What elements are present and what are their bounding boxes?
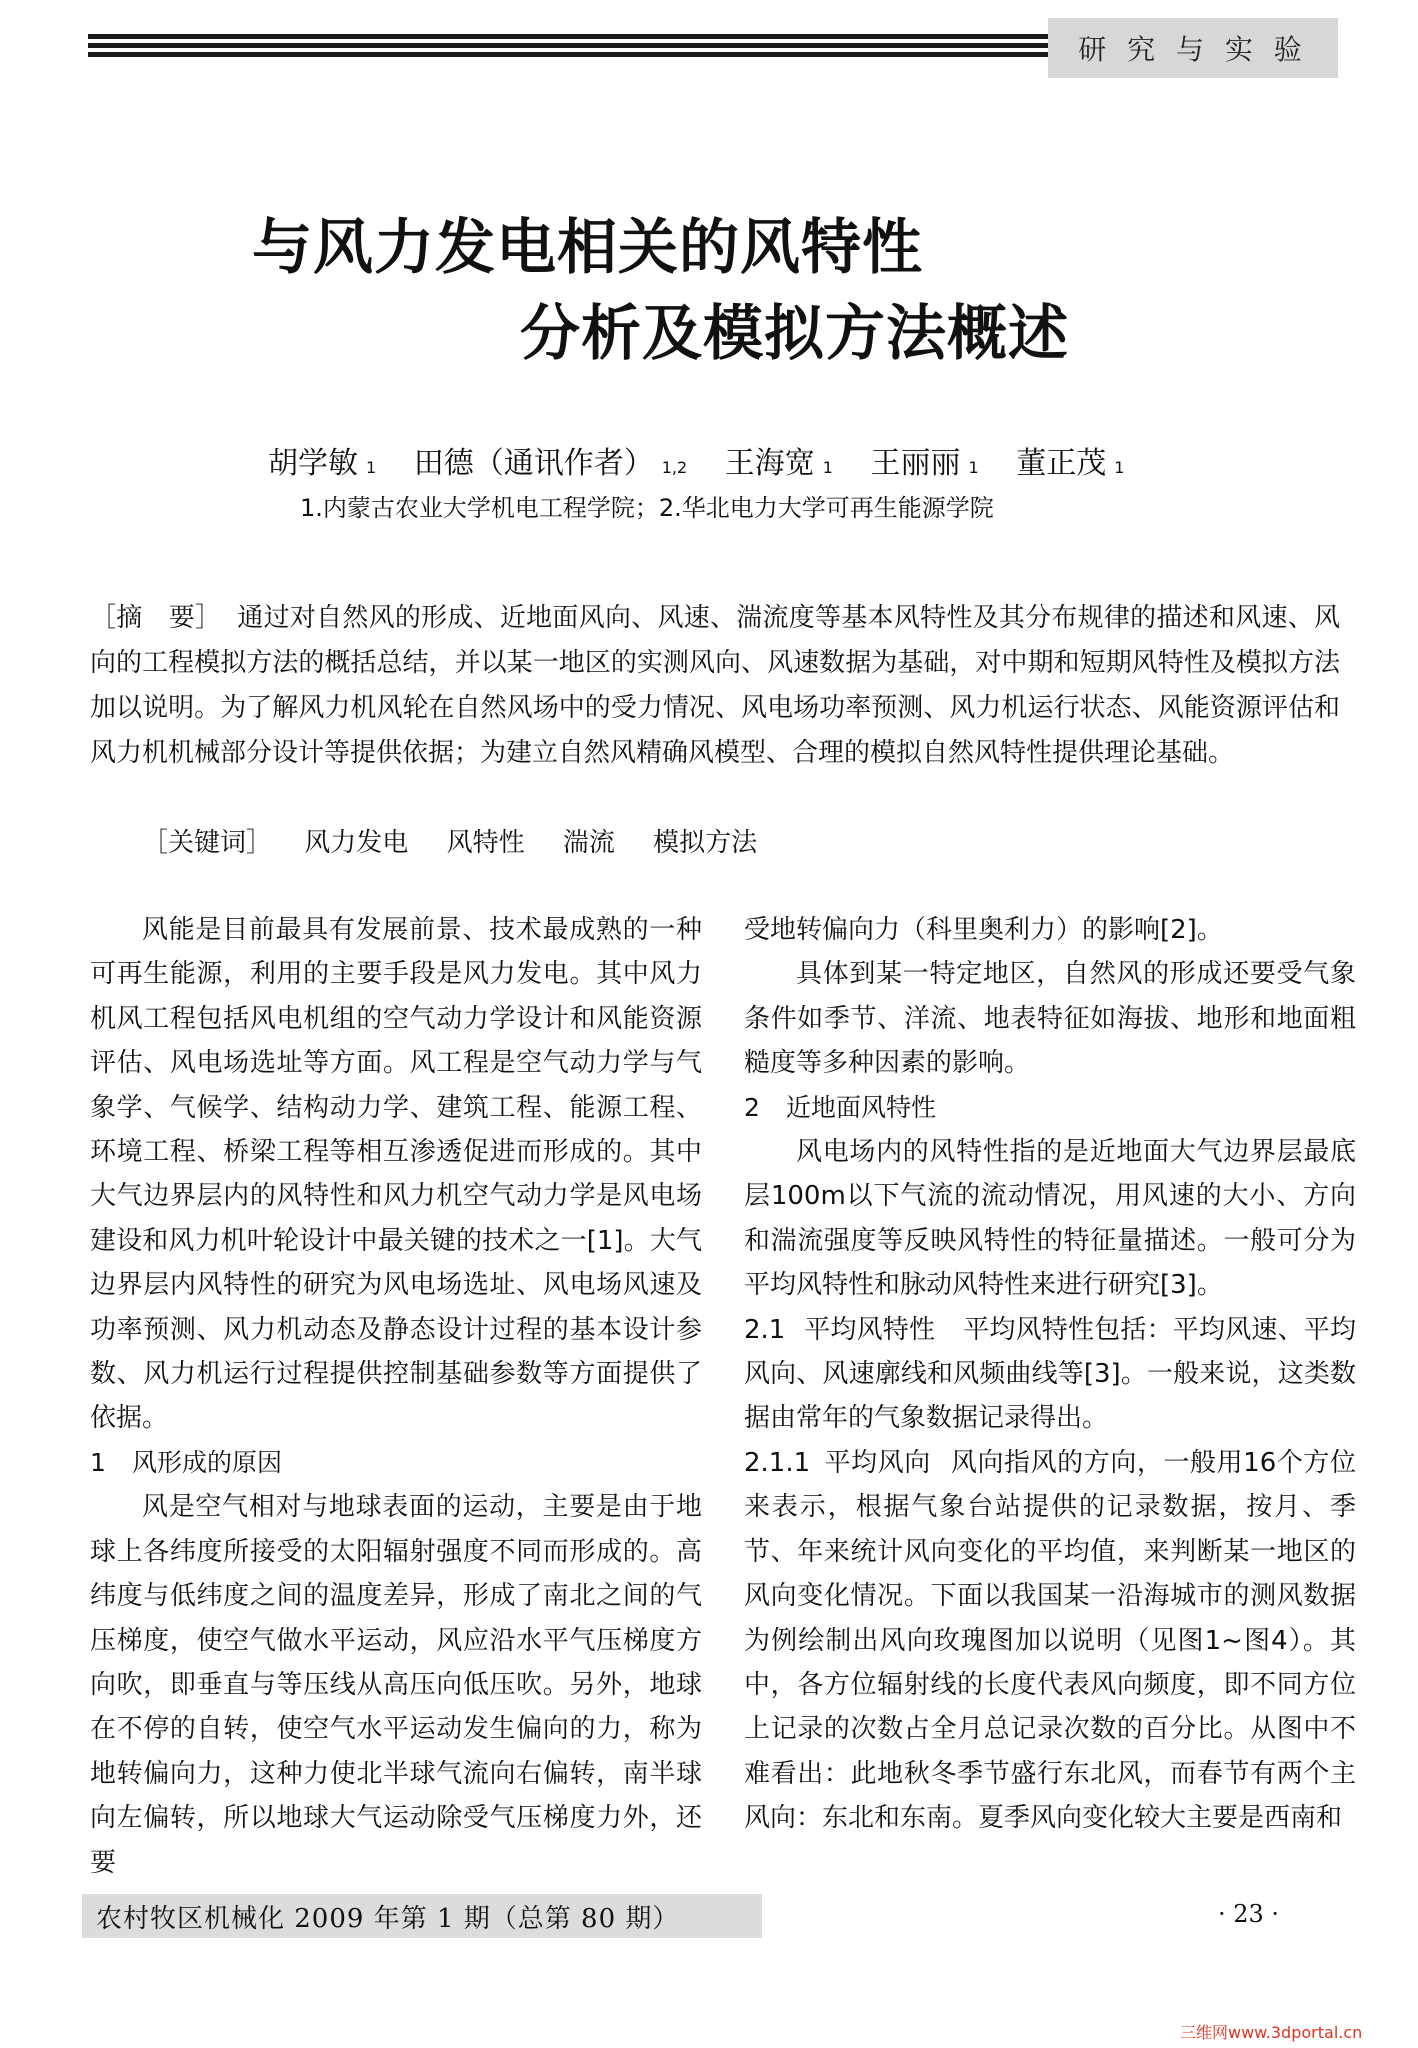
- section-title: 平均风向: [824, 1447, 931, 1478]
- abstract: [90, 596, 1340, 776]
- body-paragraph: 风能是目前最具有发展前景、技术最成熟的一种可再生能源，利用的主要手段是风力发电。其中风力机风工程包括风电机组的空气动力学设计和风能资源评估、风电场选址等方面。风工程是空气动力学与气象学、气候学、结构动力学、建筑工程、能源工程、环境工程、桥梁工程等相互渗透促进而形成的。其中大气边界层内的风特性和风力机空气动力学是风电场建设和风力机叶轮设计中最关键的技术之一[1]。大气边界层内风特性的研究为风电场选址、风电场风速及功率预测、风力机动态及静态设计过程的基本设计参数、风力机运行过程提供控制基础参数等方面提供了依据。: [90, 915, 702, 1434]
- author-affiliation-mark: 1: [968, 458, 979, 477]
- affiliations: 1.内蒙古农业大学机电工程学院；2.华北电力大学可再生能源学院: [300, 494, 994, 522]
- section-heading: [744, 1086, 1356, 1130]
- paper-title-line1: 与风力发电相关的风特性: [252, 213, 923, 283]
- body-paragraph: 风是空气相对与地球表面的运动，主要是由于地球上各纬度所接受的太阳辐射强度不同而形成的。高纬度与低纬度之间的温度差异，形成了南北之间的气压梯度，使空气做水平运动，风应沿水平气压梯度方向吹，即垂直与等压线从高压向低压吹。另外，地球在不停的自转，使空气水平运动发生偏向的力，称为地转偏向力，这种力使北半球气流向右偏转，南半球向左偏转，所以地球大气运动除受气压梯度力外，还要: [90, 1492, 702, 1878]
- keyword: 风力发电: [304, 828, 409, 858]
- section-heading: [90, 1441, 702, 1485]
- paper-title-line2: 分析及模拟方法概述: [520, 299, 1069, 369]
- keywords-label: ［关键词］: [142, 828, 273, 858]
- header-rule-line: [88, 34, 1048, 39]
- journal-citation: 农村牧区机械化 2009 年第 1 期（总第 80 期）: [96, 1904, 680, 1934]
- author-name: 王丽丽: [870, 446, 961, 481]
- abstract-text: 通过对自然风的形成、近地面风向、风速、湍流度等基本风特性及其分布规律的描述和风速、风向的工程模拟方法的概括总结，并以某一地区的实测风向、风速数据为基础，对中期和短期风特性及模拟方法加以说明。为了解风力机风轮在自然风场中的受力情况、风电场功率预测、风力机运行状态、风能资源评估和风力机机械部分设计等提供依据；为建立自然风精确风模型、合理的模拟自然风特性提供理论基础。: [90, 603, 1340, 768]
- header-rules: [88, 34, 1048, 64]
- subsection-block: [744, 1308, 1356, 1441]
- author-name: 王海宽: [724, 446, 815, 481]
- body-left-column: [90, 908, 702, 1885]
- abstract-label: ［摘 要］: [90, 603, 222, 633]
- section-number: 1: [90, 1447, 106, 1477]
- section-title: 近地面风特性: [786, 1092, 937, 1122]
- author-name: 胡学敏: [268, 446, 358, 481]
- header-rule-line: [88, 52, 1048, 57]
- keyword: 湍流: [562, 828, 615, 858]
- body-paragraph: 风向指风的方向，一般用16个方位来表示，根据气象台站提供的记录数据，按月、季节、年来统计风向变化的平均值，来判断某一地区的风向变化情况。下面以我国某一沿海城市的测风数据为例绘制出风向玫瑰图加以说明（见图1~图4）。其中，各方位辐射线的长度代表风向频度，即不同方位上记录的次数占全月总记录次数的百分比。从图中不难看出：此地秋冬季节盛行东北风，而春节有两个主风向：东北和东南。夏季风向变化较大主要是西南和: [744, 1447, 1356, 1834]
- section-number: 2: [744, 1092, 760, 1122]
- section-title: 平均风特性: [804, 1314, 936, 1345]
- keyword: 风特性: [446, 828, 525, 858]
- author-name: 田德（通讯作者）: [413, 446, 654, 481]
- subsection-heading: [744, 1315, 963, 1345]
- watermark: 三维网www.3dportal.cn: [1180, 2023, 1363, 2042]
- keyword: 模拟方法: [653, 828, 758, 858]
- section-number: 2.1.1: [744, 1447, 811, 1478]
- body-paragraph: 受地转偏向力（科里奥利力）的影响[2]。: [744, 915, 1223, 945]
- body-paragraph: 风电场内的风特性指的是近地面大气边界层最底层100m以下气流的流动情况，用风速的大小、方向和湍流强度等反映风特性的特征量描述。一般可分为平均风特性和脉动风特性来进行研究[3]。: [744, 1137, 1356, 1301]
- author-affiliation-mark: 1: [366, 458, 377, 477]
- keywords: [142, 822, 787, 859]
- body-paragraph: 具体到某一特定地区，自然风的形成还要受气象条件如季节、洋流、地表特征如海拔、地形和地面粗糙度等多种因素的影响。: [744, 959, 1356, 1079]
- subsection-heading: [744, 1448, 951, 1478]
- section-tag: 研 究 与 实 验: [1048, 18, 1338, 78]
- author-affiliation-mark: 1,2: [661, 458, 688, 477]
- author-affiliation-mark: 1: [822, 458, 833, 477]
- header-rule-line: [88, 43, 1048, 48]
- author-name: 董正茂: [1016, 446, 1107, 481]
- author-list: [268, 438, 1152, 482]
- body-paragraph: 平均风特性包括：平均风速、平均风向、风速廓线和风频曲线等[3]。一般来说，这类数据由常年的气象数据记录得出。: [744, 1314, 1356, 1434]
- author-affiliation-mark: 1: [1114, 458, 1125, 477]
- section-number: 2.1: [744, 1314, 786, 1345]
- section-title: 风形成的原因: [132, 1447, 283, 1477]
- page-number: · 23 ·: [1218, 1900, 1280, 1928]
- body-right-column: [744, 908, 1356, 1841]
- subsection-block: [744, 1441, 1356, 1841]
